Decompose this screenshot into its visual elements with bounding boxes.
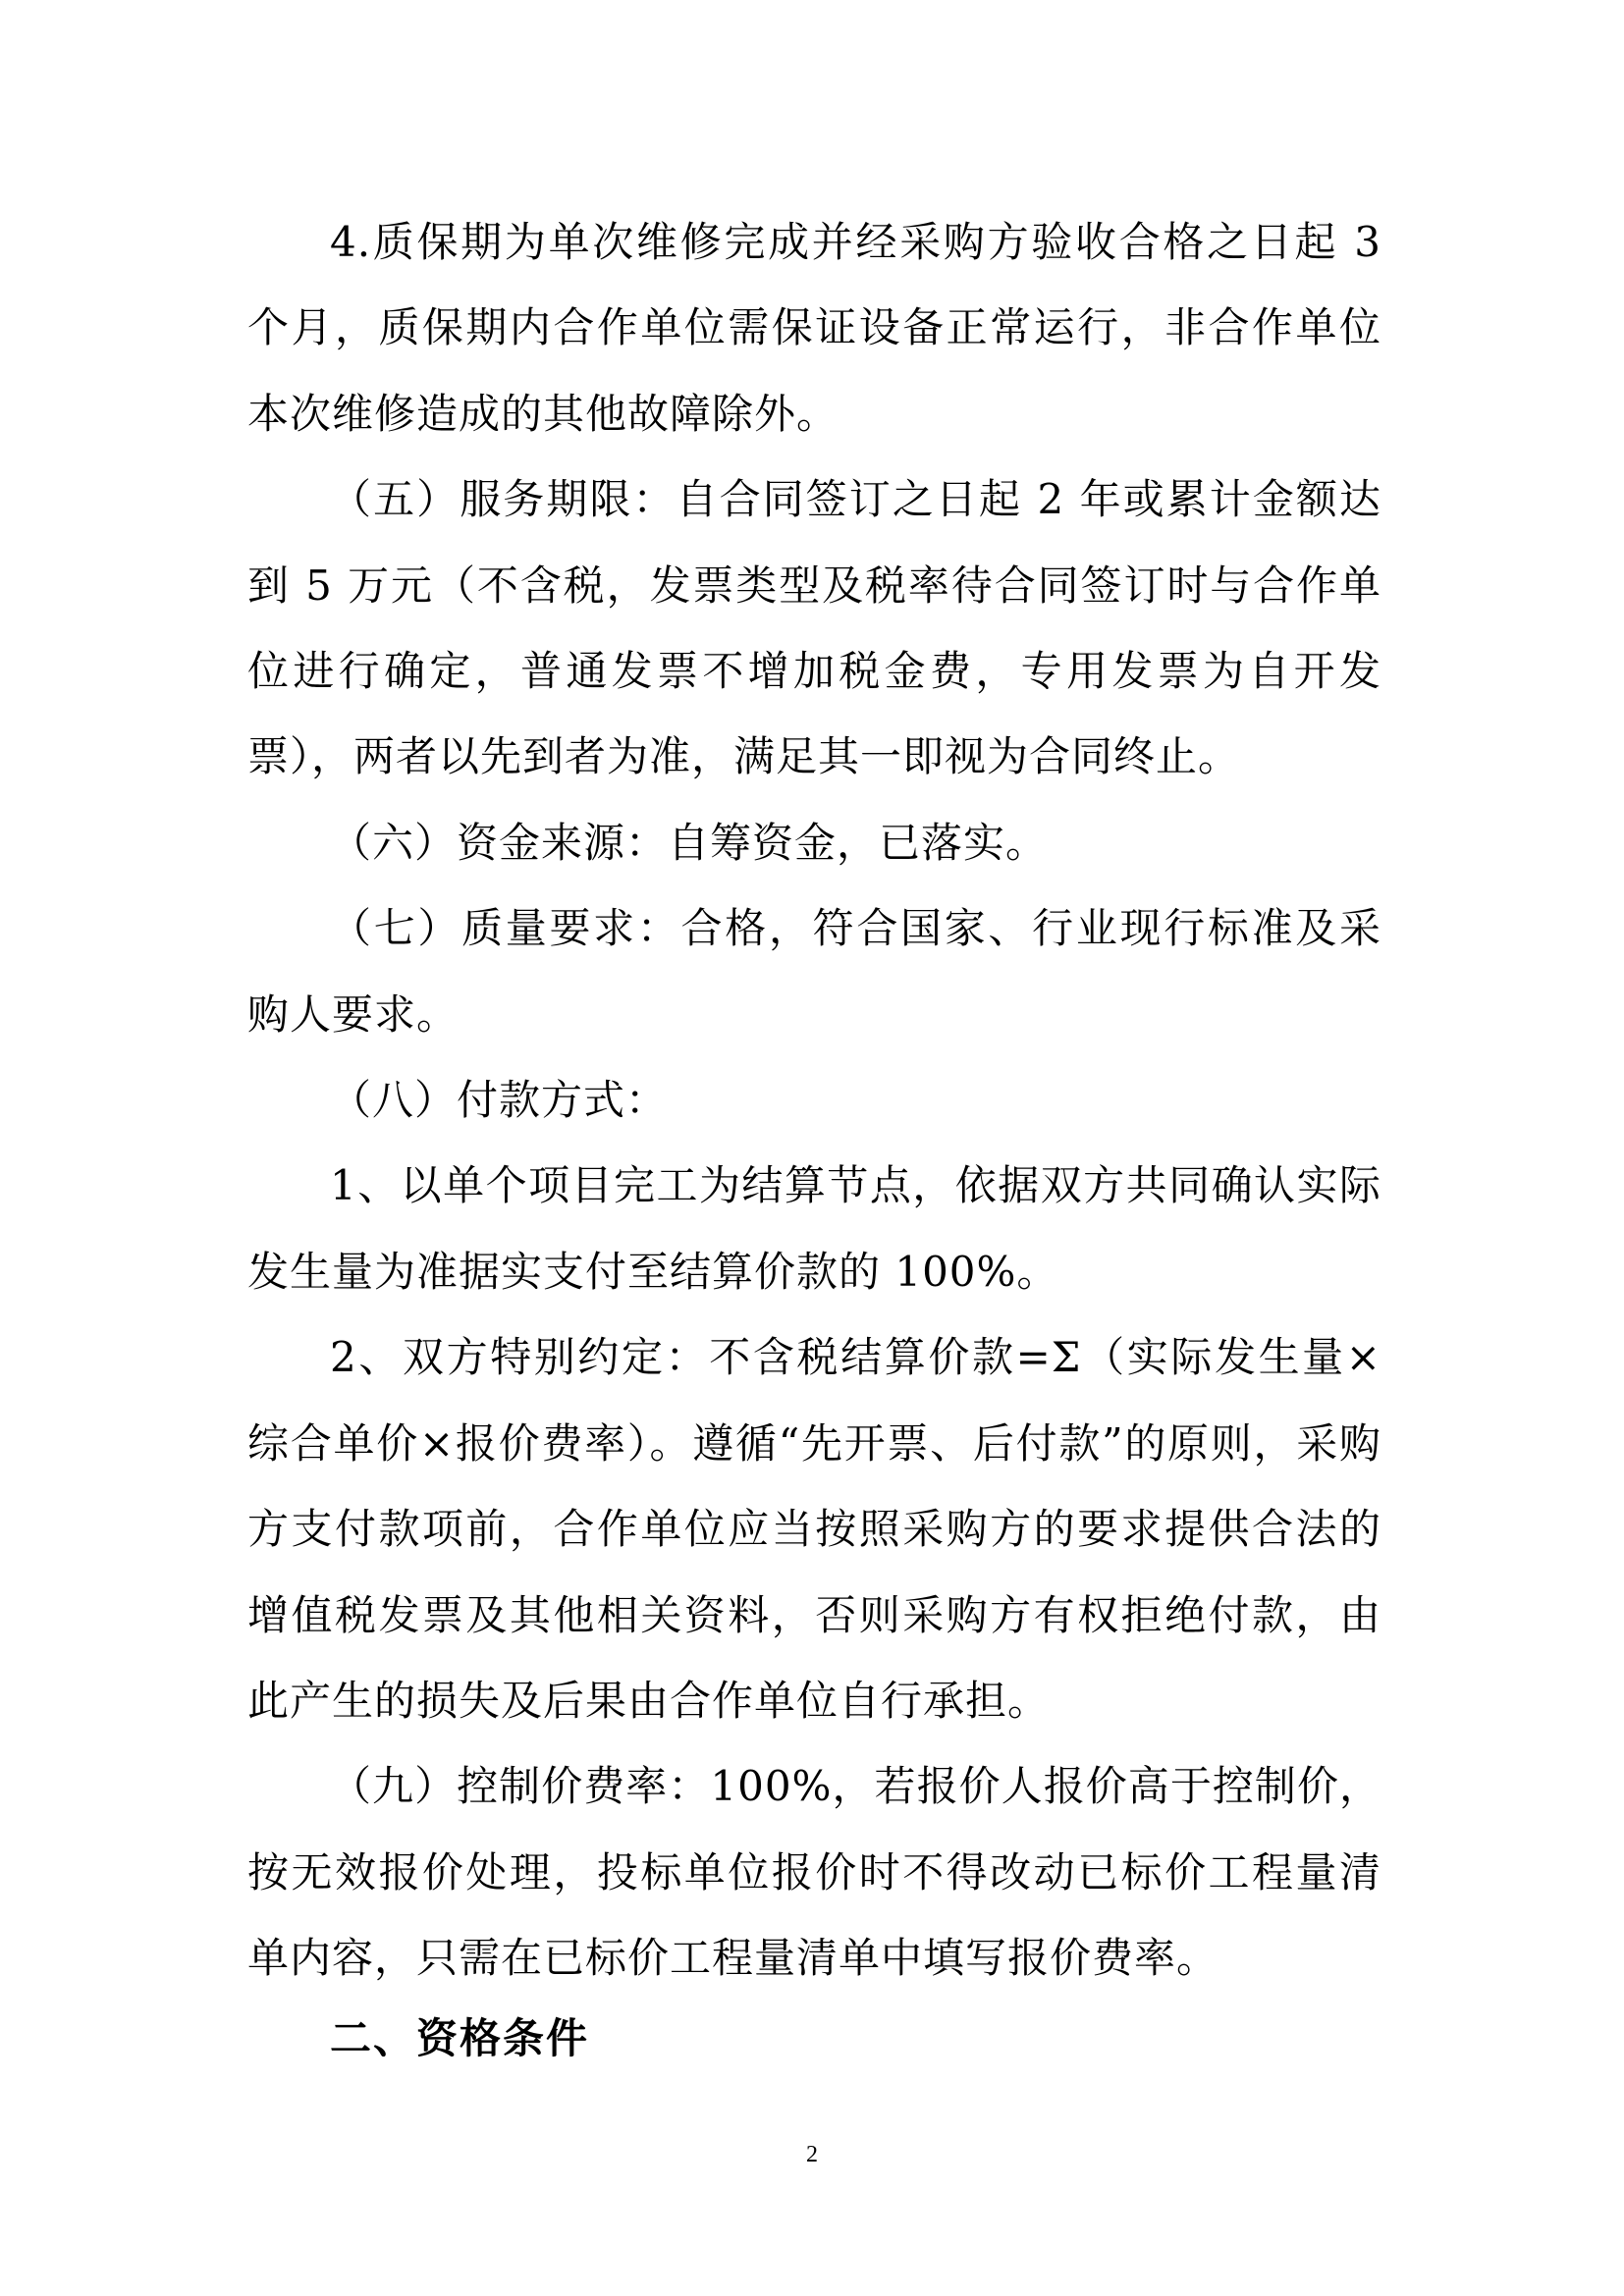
- paragraph-control-price-rate: （九）控制价费率：100%，若报价人报价高于控制价，按无效报价处理，投标单位报价时不得改动已标价工程量清单内容，只需在已标价工程量清单中填写报价费率。: [247, 1762, 1381, 1983]
- document-body: [247, 199, 1381, 2002]
- page-number: 2: [806, 2142, 818, 2167]
- paragraph-payment-method-title: （八）付款方式：: [330, 1076, 669, 1125]
- paragraph-funding-source: （六）资金来源：自筹资金，已落实。: [330, 818, 1049, 867]
- paragraph-quality-requirement: （七）质量要求：合格，符合国家、行业现行标准及采购人要求。: [247, 904, 1381, 1039]
- paragraph-service-term: （五）服务期限：自合同签订之日起 2 年或累计金额达到 5 万元（不含税，发票类型及税率待合同签订时与合作单位进行确定，普通发票不增加税金费，专用发票为自开发票），两者以先到者为准，满足其一即视为合同终止。: [247, 475, 1381, 781]
- section-heading-qualifications: 二、资格条件: [330, 2014, 590, 2062]
- paragraph-warranty-period: 4.质保期为单次维修完成并经采购方验收合格之日起 3 个月，质保期内合作单位需保证设备正常运行，非合作单位本次维修造成的其他故障除外。: [247, 218, 1381, 438]
- paragraph-payment-item-1: 1、以单个项目完工为结算节点，依据双方共同确认实际发生量为准据实支付至结算价款的 100%。: [247, 1161, 1381, 1296]
- paragraph-payment-item-2: 2、双方特别约定：不含税结算价款=Σ（实际发生量×综合单价×报价费率）。遵循“先开票、后付款”的原则，采购方支付款项前，合作单位应当按照采购方的要求提供合法的增值税发票及其他相关资料，否则采购方有权拒绝付款，由此产生的损失及后果由合作单位自行承担。: [247, 1333, 1381, 1725]
